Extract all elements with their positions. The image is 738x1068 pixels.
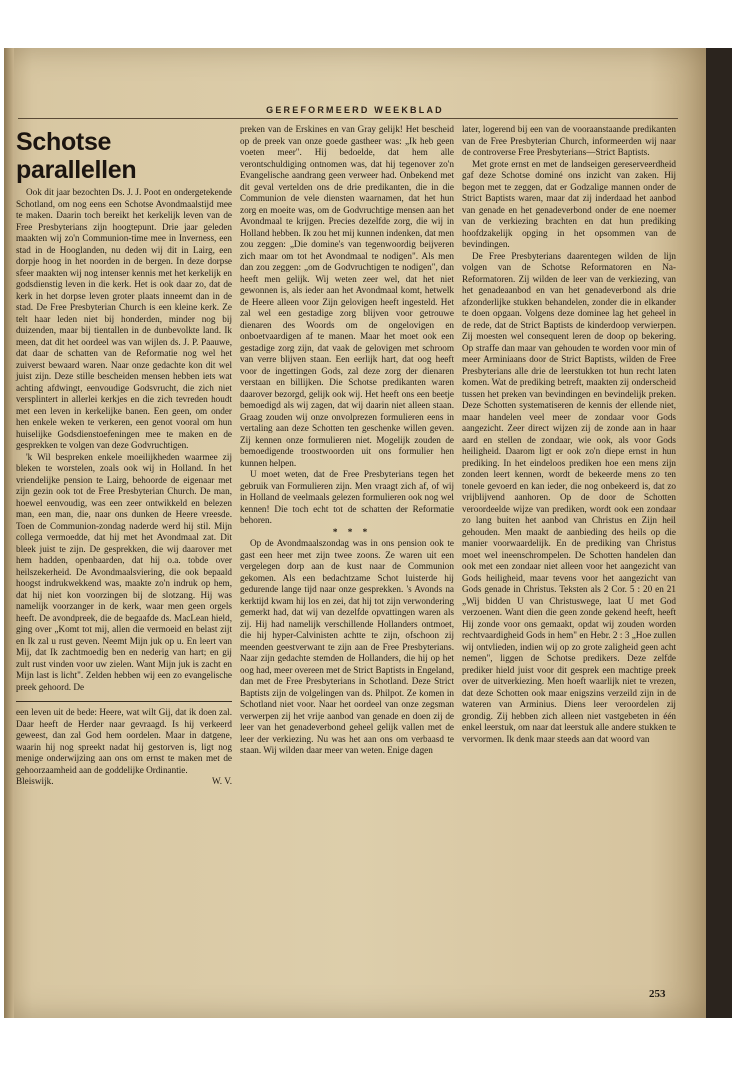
column-3: [462, 124, 676, 745]
paragraph: Op de Avondmaalszondag was in ons pension ook te gast een heer met zijn twee zoons. Ze waren uit een vergelegen dorp aan de kust naar de Communion gekomen. Als een bedachtzame Schot luisterde hij gedurende lange tijd naar onze gesprekken. 's Avonds na kerktijd kwam hij los en zei, dat hij tot zijn verwondering gemerkt had, dat wij van dezelfde opvattingen waren als zij. Hij had namelijk verschillende Hollanders ontmoet, die hij hyper-Calvinisten achtte te zijn, ofschoon zij meenden geestverwant te zijn aan de Free Presbyterians. Naar zijn gedachte stemden de Hollanders, die hij op het oog had, meer overeen met de Strict Baptists in Engeland, dan met de Free Presbyterians in Schotland. Deze Strict Baptists zijn de volgelingen van ds. Philpot. Ze komen in Schotland niet voor. Naar het oordeel van onze zegsman verwerpen zij het vrije aanbod van genade en doen zij de leer van het genadeverbond geheel gelijk vallen met de leer der verkiezing. Nu was het aan ons om verbaasd te staan. Wij wilden daar meer van weten. Enige dagen: [240, 538, 454, 755]
paragraph: Ook dit jaar bezochten Ds. J. J. Poot en ondergetekende Schotland, om nog eens een Schotse Avondmaalstijd mee te maken. Daarin toch bereikt het kerkelijk leven van de Free Presbyterians zijn hoogtepunt. Drie jaar geleden maakten wij zo'n Communion-time mee in Inverness, een stad in de Hooglanden, nu deden wij dit in Lairg, een dorpje hoog in het noorden in de bergen. In deze dorpse sfeer maakten wij nog intenser kennis met het kerkelijk en godsdienstig leven in die kerk. Het is ook daar zo, dat de kerk in het dorpse leven groter plaats inneemt dan in de stad. De Free Presbyterian Church is een kleine kerk. Ze telt haar leden niet bij honderden, minder nog bij duizenden, maar bij tientallen in de dunbevolkte land. Ik meen, dat dit het oordeel was van wijlen ds. J. P. Paauwe, dat daar de schatten van de Reformatie nog wel het zuiverst bewaard waren. Naar onze gedachte kon dit wel juist zijn. Deze stille bescheiden mensen hebben iets wat achting afdwingt, eenvoudige Godsvrucht, die zich niet versplintert in allerlei kerkjes en die zich tevreden houdt met een leven in kerkelijke banen. Een geen, om onder hen enkele weken te verkeren, een genot vooral om hun huiselijke Godsdienstoefeningen mee te maken en de gesprekken te volgen van deze Godvruchtigen.: [16, 187, 232, 450]
paragraph: Met grote ernst en met de landseigen gereserveerdheid gaf deze Schotse dominé ons inzicht van zaken. Hij begon met te zeggen, dat er Godzalige mannen onder de Strict Baptists waren, maar dat zij inderdaad het aanbod van genade en het genadeverbond onder de ene noemer van de verkiezing brachten en dat hun prediking hoofdzakelijk opging in het opsommen van de bevindingen.: [462, 158, 676, 249]
page-number: 253: [649, 988, 666, 1000]
paragraph: later, logerend bij een van de vooraanstaande predikanten van de Free Presbyterian Church, informeerden wij naar de controverse Free Presbyterians—Strict Baptists.: [462, 124, 676, 157]
previous-article-ending: een leven uit de bede: Heere, wat wilt Gij, dat ik doen zal. Daar heeft de Herder naar gevraagd. Is hij verkeerd geweest, dan zal God hem oordelen. Maar in datgene, waarin hij nog spreekt nadat hij gestorven is, ligt nog menige onderwijzing aan ons om ernst te maken met de gehoorzaamheid aan de goddelijke Ordinantie.: [16, 707, 232, 775]
signature-initials: W. V.: [211, 776, 232, 786]
paragraph: 'k Wil bespreken enkele moeilijkheden waarmee zij bleken te worstelen, zoals ook wij in Holland. In het vriendelijke pension te Lairg, behoorde de eigenaar met zijn gezin ook tot de Free Presbyterian Church. De man, hoewel eenvoudig, was een zeer ontwikkeld en belezen man, een man, die, naar ons dunken de Heere vreesde. Toen de Communion-zondag naderde werd hij stil. Mijn collega vermoedde, dat hij met het Avondmaal zat. Dit bleek juist te zijn. De gesprekken, die wij daarover met hem hadden, openbaarden, dat hij o.a. tobde over heilszekerheid. De Avondmaalsviering, die ook bepaald hoogst indrukwekkend was, maakte zo'n indruk op hem, dat hij niet kon voorzingen bij de slotzang. Hij was namelijk voorzanger in de kerk, waar men geen orgels heeft. De avondpreek, die de begaafde ds. MacLean hield, ging over „Komt tot mij, allen die vermoeid en belast zijt en Ik zal u rust geven. Neemt Mijn juk op u. En leert van Mij, dat Ik zachtmoedig ben en nederig van hart; en gij zult rust vinden voor uw zielen. Want Mijn juk is zacht en Mijn last is licht". Zelden hebben wij een zo evangelische preek gehoord. De: [16, 451, 232, 692]
paragraph: De Free Presbyterians daarentegen wilden de lijn volgen van de Schotse Reformatoren en Na-Reformatoren. Zij wilden de leer van de verkiezing, van het genadeaanbod en van het genadeverbond als drie afzonderlijke stukken behandelen, zonder die in elkander te doen opgaan. Volgens deze dominee lag het geheel in de rede, dat de Strict Baptists de kinderdoop verwierpen. Zij moesten wel consequent leren de doop op bekering. Op straffe dan maar van gehouden te worden voor min of meer Arminiaans door de Strict Baptists, wilden de Free Presbyterians alle drie de leerstukken tot hun recht laten komen. Wat de prediking betreft, maakten zij onderscheid tussen het preken van bevindingen en bevindelijk preken. Deze Schotten systematiseren de kennis der ellende niet, maar handelen veel meer de zondaar voor Gods aangezicht. Zeer direct wijzen zij de zonde aan in haar aard en stellen de zondaar, wie ook, als voor Gods heiligheid. Daarom ligt er ook zo'n diepe ernst in hun prediking. In het eindeloos prediken hoe een mens zijn zonden leert kennen, wordt de bekeerde mens zo ten tonele gevoerd en kan ieder, die nog onbekeerd is, dat zo vrijblijvend aanhoren. Op de door de Schotten veroordeelde wijze van prediken, wordt ook een zondaar zo lang buiten het aanbod van Christus en Zijn heil gehouden. Men maakt de aanbieding des heils op die manier voorwaardelijk. En de prediking van Christus moet wel ineenschrompelen. De Schotten handelen dan ook met een zondaar niet alleen voor het aangezicht van Gods heiligheid, maar tevens voor het aangezicht van Gods genade in Christus. Teksten als 2 Cor. 5 : 20 en 21 „Wij bidden U van Christuswege, laat U met God verzoenen. Want dien die geen zonde gekend heeft, heeft Hij zonde voor ons gemaakt, opdat wij zouden worden rechtvaardigheid Gods in hem" en Hebr. 2 : 3 „Hoe zullen wij ontvlieden, indien wij op zo grote zaligheid geen acht nemen", liggen de Schotse predikers. Deze zelfde prediker hield juist voor dit gesprek een machtige preek over de uitverkiezing. Men hoeft waarlijk niet te vrezen, dat deze Schotten ook maar enigszins verzeild zijn in de wateren van Arminius. Diens leer veroordelen zij grondig. Zij hebben zich alleen niet vastgebeten in één enkel leerstuk, om naar dat leerstuk alle andere stukken te vervormen. Ik denk maar steeds aan dat woord van: [462, 250, 676, 744]
article-title: Schotse parallellen: [16, 128, 137, 184]
signature-line: [16, 776, 232, 788]
header-rule: [18, 118, 678, 119]
section-rule: [16, 701, 232, 702]
page-gutter: [4, 48, 14, 1018]
column-2: [240, 124, 454, 757]
column-1: [16, 124, 232, 788]
section-separator: * * *: [332, 526, 372, 537]
paragraph: U moet weten, dat de Free Presbyterians tegen het gebruik van Formulieren zijn. Men vraagt zich af, of wij in Holland de veelmaals gelezen formulieren ook nog wel kennen! Die toch echt tot de schatten der Reformatie behoren.: [240, 469, 454, 525]
signature-place: Bleiswijk.: [16, 776, 54, 786]
scan-binding-edge: [706, 48, 732, 1018]
scan-bottom-margin: [0, 1018, 738, 1068]
magazine-page: [4, 48, 706, 1018]
paragraph: preken van de Erskines en van Gray gelijk! Het bescheid op de preek van onze goede gastheer was: „Ik heb geen voeten meer". Hij bedoelde, dat hem alle verontschuldiging ontnomen was, dat hij tegenover zo'n Evangelische aandrang geen verweer had. Onbekend met dit geval vertelden ons de drie predikanten, die in die Communion de vele diensten waarnamen, dat het hun zorg en moeite was, om de Godvruchtige mensen aan het Avondmaal te krijgen. Precies dezelfde zorg, die wij in Holland hebben. Ik zou het mij kunnen indenken, dat men zou zeggen: „Die domine's van tegenwoordig beijveren zich maar om tot het Avondmaal te nodigen". Als men dan zou zeggen: „om de Godvruchtigen te nodigen", dan heeft men gelijk. Wij weten zeer wel, dat het niet gewonnen is, als ieder aan het Avondmaal komt, hetwelk de Heere alleen voor Zijn gelovigen heeft ingesteld. Het zal wel een gestadige zorg blijven voor getrouwe dienaren des Woords om de ongelovigen en onboetvaardigen af te manen. Maar het moet ook een gestadige zorg zijn, dat vaak de gelovigen met schroom van verre blijven staan. Een eerlijk hart, dat oog heeft voor de ingettingen Gods, zal deze zorg der dienaren verstaan en billijken. Die Schotse predikanten waren daarover bezorgd, gelijk ook wij. Het heeft ons een beetje bemoedigd als wij zagen, dat wij daarin niet alleen staan. Graag zouden wij onze onvolprezen formulieren eens in vertaling aan deze Schotten ten geschenke willen geven. Zij kennen onze formulieren niet. Mogelijk zouden de bemoedigende troostwoorden uit ons formulier hen kunnen helpen.: [240, 124, 454, 468]
running-header: GEREFORMEERD WEEKBLAD: [266, 105, 444, 115]
